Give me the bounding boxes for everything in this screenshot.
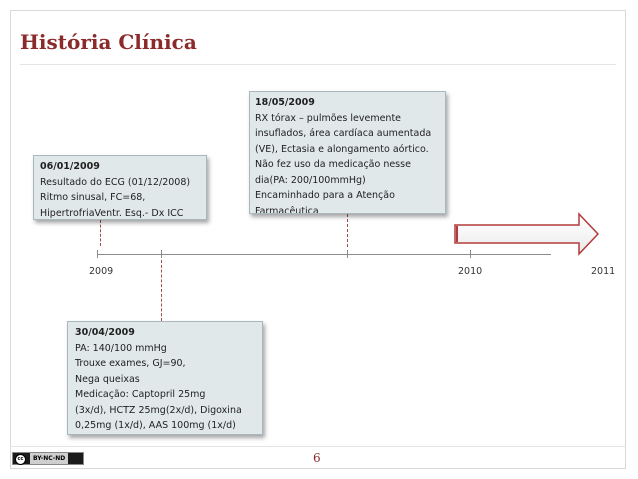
event-line: Medicação: Captopril 25mg [75, 389, 206, 400]
timeline-tick-2009 [97, 250, 98, 258]
right-arrow-icon [453, 211, 600, 257]
cc-badge: cc [15, 454, 26, 465]
timeline-label-2010: 2010 [458, 266, 483, 277]
event-line: Ritmo sinusal, FC=68, [40, 192, 146, 203]
event-line: PA: 140/100 mmHg [75, 342, 167, 354]
event-line: RX tórax – pulmões levemente [255, 112, 402, 124]
footer-divider [10, 446, 626, 447]
event-line: dia(PA: 200/100mmHg) [255, 174, 366, 186]
timeline-label-2009: 2009 [89, 266, 114, 277]
license-label: BY-NC-ND [30, 453, 68, 464]
event-date: 06/01/2009 [40, 161, 100, 172]
page-number: 6 [313, 451, 321, 465]
slide-title: História Clínica [20, 30, 197, 54]
event-line: Resultado do ECG (01/12/2008) [40, 176, 191, 188]
timeline-tick-apr-2009 [161, 250, 162, 258]
timeline-tick-may-2009 [347, 250, 348, 258]
event-line: Farmacêutica [255, 205, 319, 214]
title-divider [20, 64, 616, 65]
event-line: HipertrofriaVentr. Esq.- Dx ICC [40, 207, 184, 219]
event-line: insuflados, área cardíaca aumentada [255, 128, 432, 139]
event-line: Nega queixas [75, 373, 140, 385]
event-line: Trouxe exames, GJ=90, [75, 358, 186, 369]
connector-line-b [347, 214, 348, 247]
event-card-apr-2009 [67, 321, 263, 435]
connector-line-c [161, 260, 162, 321]
connector-line-a [100, 220, 101, 246]
timeline-label-2011: 2011 [591, 266, 616, 277]
event-line: Encaminhado para a Atenção [255, 190, 395, 201]
event-line: (3x/d), HCTZ 25mg(2x/d), Digoxina [75, 404, 242, 416]
event-card-jan-2009 [33, 155, 207, 220]
event-date: 18/05/2009 [255, 97, 315, 108]
event-line: 0,25mg (1x/d), AAS 100mg (1x/d) [75, 420, 236, 431]
event-line: (VE), Ectasia e alongamento aórtico. [255, 143, 429, 155]
creative-commons-icon[interactable] [12, 452, 84, 465]
event-date: 30/04/2009 [75, 327, 135, 338]
event-card-may-2009 [249, 91, 446, 214]
event-line: Não fez uso da medicação nesse [255, 159, 411, 170]
